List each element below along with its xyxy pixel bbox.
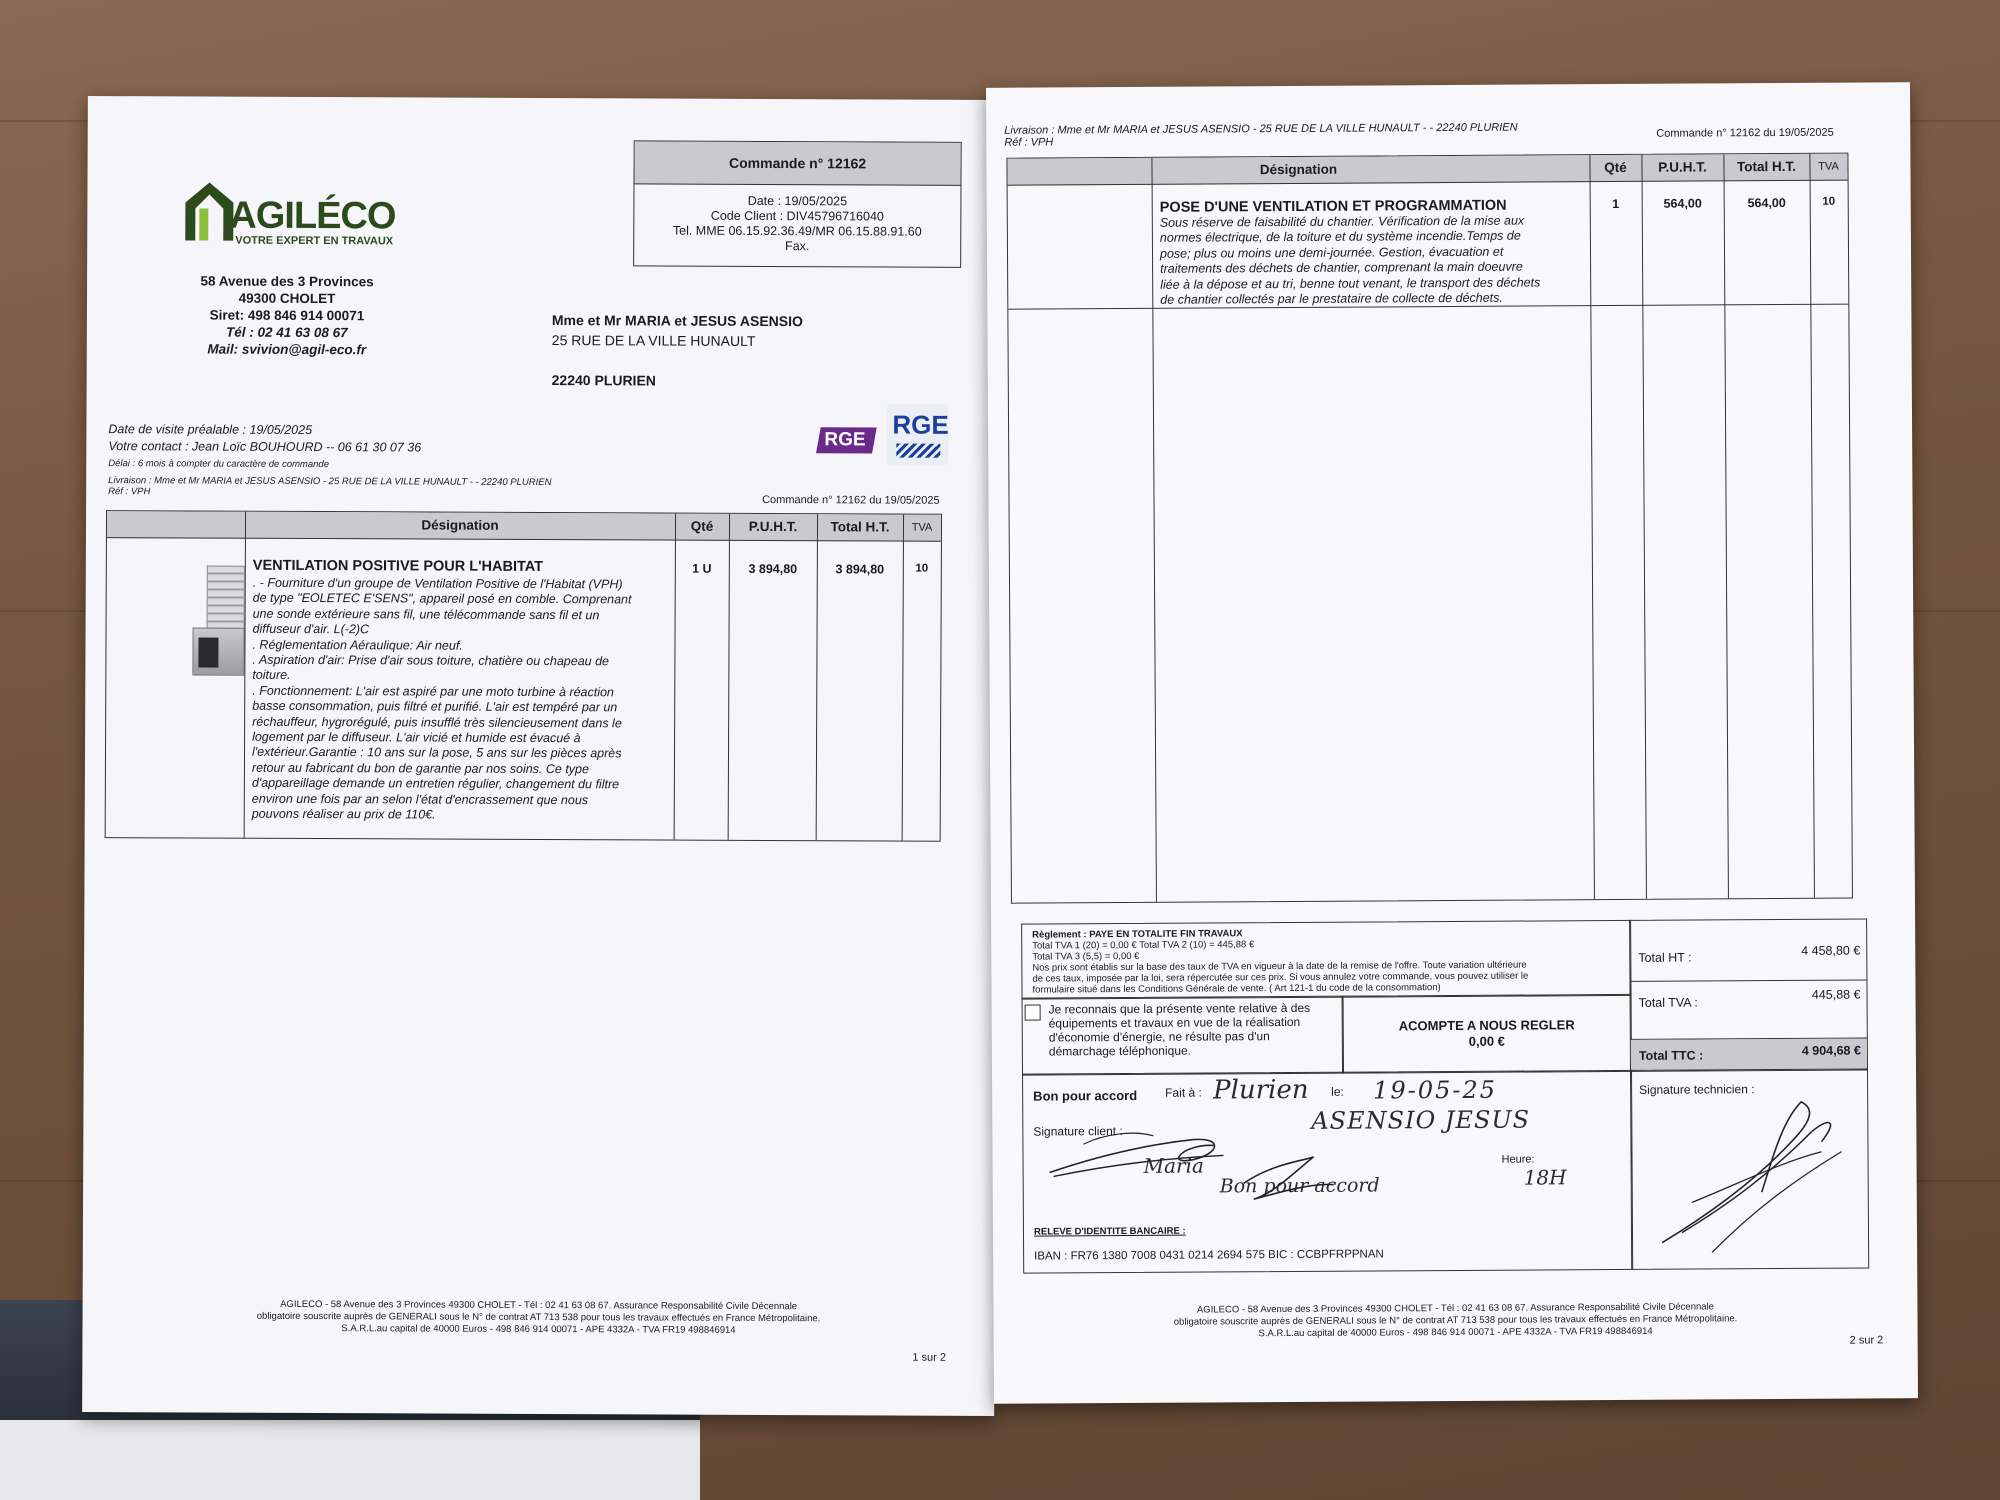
page-number: 1 sur 2 [912, 1351, 947, 1364]
acompte-value: 0,00 € [1468, 1033, 1505, 1049]
company-address1: 58 Avenue des 3 Provinces [200, 273, 374, 290]
handwritten-date: 19-05-25 [1373, 1075, 1498, 1105]
p2-livraison: Livraison : Mme et Mr MARIA et JESUS ASENSIO - 25 RUE DE LA VILLE HUNAULT - - 22240 PLURIEN [1004, 121, 1518, 137]
header-total: Total H.T. [830, 519, 890, 535]
total-ht-label: Total HT : [1638, 950, 1692, 965]
header-designation: Désignation [421, 517, 499, 533]
page-footer: AGILECO - 58 Avenue des 3 Provinces 49300 CHOLET - Tél : 02 41 63 08 67. Assurance Responsabilité Civile Décennale obligatoire souscrite auprès de GENERALI sous le N° de contrat AT 713 538 pour tous les travaux effectués en France Métropolitaine. S.A.R.L.au capital de 40000 Euros - 498 846 914 00071 - APE 4332A - TVA FR19 498846914 [256, 1298, 821, 1336]
visit-contact: Votre contact : Jean Loïc BOUHOURD -- 06 61 30 07 36 [108, 439, 422, 455]
handwritten-place: Plurien [1213, 1074, 1309, 1106]
handwritten-name: ASENSIO JESUS [1311, 1105, 1531, 1135]
order-code-client: Code Client : DIV45796716040 [710, 208, 884, 224]
bank-iban: IBAN : FR76 1380 7008 0431 0214 2694 575 BIC : CCBPFRPPNAN [1034, 1248, 1384, 1263]
item-table-2 [1006, 153, 1853, 904]
company-siret: Siret: 498 846 914 00071 [209, 307, 365, 324]
client-name: Mme et Mr MARIA et JESUS ASENSIO [551, 312, 803, 330]
p2-ref: Réf : VPH [1004, 136, 1054, 149]
order-box [633, 140, 962, 267]
client-signature [1043, 1113, 1344, 1225]
total-ht-value: 4 458,80 € [1801, 943, 1861, 958]
header-tva: TVA [1818, 160, 1839, 173]
reglement-note: Nos prix sont établis sur la base des taux de TVA en vigueur à la date de la remise de l'offre. Toute variation ultérieure [1032, 959, 1527, 974]
visit-delai: Délai : 6 mois à compter du caractère de commande [108, 458, 330, 471]
acompte-label: ACOMPTE A NOUS REGLER [1398, 1017, 1575, 1034]
product-image [192, 565, 242, 677]
header-qte: Qté [1604, 159, 1627, 176]
company-address2: 49300 CHOLET [238, 290, 336, 307]
reglement-note: de ces taux, imposée par la loi, sera répercutée sur ces prix. Si vous annulez votre commande, vous pouvez utiliser le [1032, 970, 1529, 985]
company-block [177, 272, 397, 358]
item-tva: 10 [915, 562, 929, 575]
reglement-note: formulaire situé dans les Conditions Générale de vente. ( Art 121-1 du code de la consommation) [1032, 982, 1441, 996]
item-title: POSE D'UNE VENTILATION ET PROGRAMMATION [1159, 197, 1507, 216]
logo-tagline: VOTRE EXPERT EN TRAVAUX [235, 234, 394, 248]
header-puht: P.U.H.T. [748, 518, 798, 535]
header-total: Total H.T. [1736, 158, 1797, 175]
total-ttc-label: Total TTC : [1638, 1048, 1704, 1063]
reglement-tva1: Total TVA 1 (20) = 0,00 € Total TVA 2 (10) = 445,88 € [1032, 939, 1255, 952]
acompte-box [1342, 994, 1632, 1074]
total-tva-label: Total TVA : [1638, 995, 1698, 1010]
total-tva-value: 445,88 € [1811, 987, 1861, 1002]
order-fax: Fax. [785, 239, 810, 254]
client-street: 25 RUE DE LA VILLE HUNAULT [551, 332, 756, 349]
company-mail: Mail: svivion@agil-eco.fr [207, 341, 367, 358]
logo-brand: AGILÉCO [229, 194, 396, 238]
signature-box [1022, 1070, 1633, 1274]
order-page-1 [82, 96, 1000, 1416]
reglement-title: Règlement : PAYE EN TOTALITE FIN TRAVAUX [1032, 928, 1243, 941]
consent-box: Je reconnais que la présente vente relative à des équipements et travaux en vue de la réalisation d'économie d'énergie, ne résulte pas d'un démarchage téléphonique. [1022, 996, 1344, 1076]
order-page-2 [986, 82, 1918, 1404]
bank-title: RELEVE D'IDENTITE BANCAIRE : [1033, 1225, 1186, 1238]
rge-badge: RGE [818, 419, 878, 459]
item-table [105, 510, 942, 842]
consent-checkbox[interactable] [1025, 1005, 1041, 1021]
total-ttc-value: 4 904,68 € [1801, 1043, 1861, 1058]
item-description: . - Fourniture d'un groupe de Ventilation Positive de l'Habitat (VPH) de type "EOLETEC E'SENS", appareil posé en comble. Comprenant une sonde extérieure sans fil, une télécommande sans fil et un diffuseur d'air. L(-2)C . Réglementation Aéraulique: Air neuf. . Aspiration d'air: Prise d'air sous toiture, chatière ou chapeau de toiture. . Fonctionnement: L'air est aspiré par une moto turbine à réaction basse consommation, puis filtré et purifié. L'air est tempéré par un réchauffeur, hygrorégulé, puis insufflé très silencieusement dans le logement par le diffuseur. L'air vicié et humide est évacué à l'extérieur.Garantie : 10 ans sur la pose, 5 ans sur les pièces après retour au fabricant du bon de garantie par nos soins. Ce type d'appareillage demande un entretien régulier, changement du filtre environ une fois par an selon l'état d'encrassement que nous pouvons réaliser au prix de 110€. [251, 575, 632, 822]
item-total: 564,00 [1747, 195, 1786, 211]
order-date: Date : 19/05/2025 [747, 193, 848, 209]
visit-date: Date de visite préalable : 19/05/2025 [108, 422, 313, 437]
p2-commande: Commande n° 12162 du 19/05/2025 [1656, 126, 1834, 140]
fait-a-label: Fait à : [1165, 1085, 1202, 1100]
item-total: 3 894,80 [835, 562, 885, 577]
reglement-box [1021, 920, 1631, 1000]
agileco-logo [179, 184, 439, 248]
bon-pour-accord: Bon pour accord [1033, 1087, 1138, 1104]
client-city: 22240 PLURIEN [551, 372, 656, 389]
order-tel: Tel. MME 06.15.92.36.49/MR 06.15.88.91.60 [672, 223, 922, 239]
totals-box [1629, 918, 1868, 1071]
visit-commande: Commande n° 12162 du 19/05/2025 [762, 493, 940, 507]
header-puht: P.U.H.T. [1658, 159, 1707, 175]
item-qte: 1 U [692, 561, 712, 576]
handwritten-bon: Bon pour accord [1219, 1174, 1380, 1198]
page-footer: AGILECO - 58 Avenue des 3 Provinces 49300 CHOLET - Tél : 02 41 63 08 67. Assurance Responsabilité Civile Décennale obligatoire souscrite auprès de GENERALI sous le N° de contrat AT 713 538 pour tous les travaux effectués en France Métropolitaine. S.A.R.L.au capital de 40000 Euros - 498 846 914 00071 - APE 4332A - TVA FR19 498846914 [1173, 1301, 1738, 1340]
order-box-title: Commande n° 12162 [634, 141, 960, 185]
page-number: 2 sur 2 [1849, 1334, 1884, 1347]
reglement-tva3: Total TVA 3 (5,5) = 0,00 € [1032, 950, 1140, 963]
handwritten-heure: 18H [1523, 1165, 1567, 1190]
item-qte: 1 [1612, 196, 1620, 212]
visit-livraison: Livraison : Mme et Mr MARIA et JESUS ASENSIO - 25 RUE DE LA VILLE HUNAULT - - 22240 PLURIEN [108, 475, 552, 489]
rge-badge: RGE [886, 404, 948, 466]
le-label: le: [1331, 1084, 1344, 1099]
item-puht: 3 894,80 [748, 561, 798, 577]
header-qte: Qté [690, 518, 714, 534]
signature-technicien-label: Signature technicien : [1639, 1082, 1755, 1097]
technicien-box [1630, 1068, 1869, 1269]
item-puht: 564,00 [1663, 196, 1702, 211]
heure-label: Heure: [1501, 1153, 1535, 1166]
item-description: Sous réserve de faisabilité du chantier. Vérification de la mise aux normes électrique, de la toiture et du système incendie.Temps de pose; plus ou moins une demi-journée. Gestion, évacuation et traitements des déchets de chantier, comprenant la main doeuvre liée à la dépose et au tri, benne tout venant, le transport des déchets de chantier collectés par le prestataire de collecte de déchets. [1159, 213, 1541, 307]
item-title: VENTILATION POSITIVE POUR L'HABITAT [252, 557, 544, 576]
technicien-signature [1651, 1092, 1852, 1263]
laptop-keys [0, 1420, 700, 1500]
handwritten-maria: Maria [1143, 1153, 1204, 1178]
visit-ref: Réf : VPH [108, 486, 151, 498]
header-tva: TVA [911, 521, 933, 534]
signature-client-label: Signature client : [1033, 1124, 1123, 1139]
company-tel: Tél : 02 41 63 08 67 [226, 324, 348, 341]
item-tva: 10 [1822, 195, 1836, 208]
header-designation: Désignation [1259, 161, 1338, 178]
